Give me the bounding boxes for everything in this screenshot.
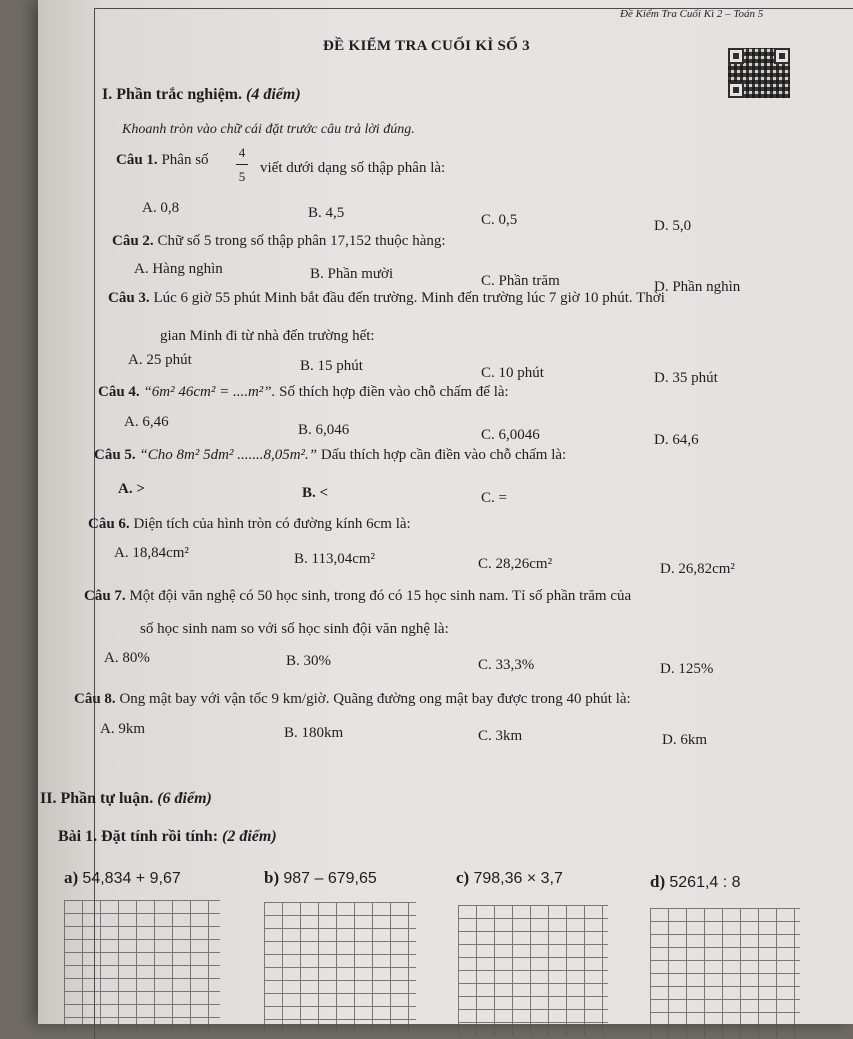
q1-option-c[interactable]: C. 0,5 (481, 212, 518, 228)
q2-option-c[interactable]: C. Phần trăm (481, 273, 560, 289)
bai1-item-c (456, 868, 563, 888)
fraction-bar (236, 164, 248, 165)
q1-option-b[interactable]: B. 4,5 (308, 205, 345, 221)
question-1-label: Câu 1. (116, 152, 158, 168)
question-6-label: Câu 6. (88, 516, 130, 532)
question-4 (98, 384, 509, 401)
qr-code-icon (728, 48, 790, 98)
question-1 (116, 152, 209, 169)
question-4-label: Câu 4. (98, 384, 140, 400)
bai1-item-b (264, 868, 377, 888)
q3-option-b[interactable]: B. 15 phút (300, 358, 363, 374)
q3-option-d[interactable]: D. 35 phút (654, 370, 718, 386)
bai1-item-d (650, 872, 741, 892)
q3-option-c[interactable]: C. 10 phút (481, 365, 544, 381)
question-2 (112, 233, 446, 250)
question-6-text: Diện tích của hình tròn có đường kính 6cm là: (133, 516, 411, 532)
q6-option-a[interactable]: A. 18,84cm² (114, 545, 189, 561)
q7-option-a[interactable]: A. 80% (104, 650, 150, 666)
question-8-label: Câu 8. (74, 691, 116, 707)
part2-heading (40, 790, 212, 808)
bai1-item-c-expr: 798,36 × 3,7 (473, 870, 563, 887)
question-1-text-before: Phân số (161, 152, 209, 168)
fraction-denominator: 5 (238, 169, 246, 184)
bai1-heading (58, 828, 277, 846)
q4-option-c[interactable]: C. 6,0046 (481, 427, 540, 443)
q4-option-a[interactable]: A. 6,46 (124, 414, 169, 430)
q7-option-b[interactable]: B. 30% (286, 653, 331, 669)
q2-option-a[interactable]: A. Hàng nghìn (134, 261, 223, 277)
work-grid-c[interactable] (458, 905, 608, 1035)
fraction-numerator: 4 (238, 145, 246, 160)
q4-option-d[interactable]: D. 64,6 (654, 432, 699, 448)
question-1-text-after: viết dưới dạng số thập phân là: (260, 160, 446, 176)
part2-title: II. Phần tự luận. (40, 790, 154, 807)
question-7 (84, 588, 631, 605)
q1-option-d[interactable]: D. 5,0 (654, 218, 692, 234)
page-title: ĐỀ KIỂM TRA CUỐI KÌ SỐ 3 (323, 38, 530, 54)
question-3-label: Câu 3. (108, 290, 150, 306)
q8-option-a[interactable]: A. 9km (100, 721, 145, 737)
q6-option-d[interactable]: D. 26,82cm² (660, 561, 735, 577)
header-note: Đề Kiểm Tra Cuối Kì 2 – Toán 5 (620, 8, 764, 20)
q7-option-c[interactable]: C. 33,3% (478, 657, 535, 673)
q8-option-c[interactable]: C. 3km (478, 728, 523, 744)
bai1-item-a-expr: 54,834 + 9,67 (82, 870, 181, 887)
q2-option-b[interactable]: B. Phần mười (310, 266, 394, 282)
work-grid-a[interactable] (64, 900, 220, 1030)
q2-option-d[interactable]: D. Phần nghìn (654, 279, 741, 295)
part1-title: I. Phần trắc nghiệm. (102, 86, 242, 103)
question-7-text-line2: số học sinh nam so với số học sinh đội văn nghệ là: (140, 621, 449, 637)
question-2-text: Chữ số 5 trong số thập phân 17,152 thuộc hàng: (157, 233, 446, 249)
question-6 (88, 516, 411, 533)
q6-option-c[interactable]: C. 28,26cm² (478, 556, 553, 572)
q1-option-a[interactable]: A. 0,8 (142, 200, 180, 216)
question-5 (94, 447, 566, 464)
part1-instruction: Khoanh tròn vào chữ cái đặt trước câu trả lời đúng. (122, 122, 415, 137)
q4-option-b[interactable]: B. 6,046 (298, 422, 350, 438)
bai1-item-d-label: d) (650, 872, 666, 891)
question-4-expression: “6m² 46cm² = ....m²”. (143, 384, 276, 400)
bai1-item-a-label: a) (64, 868, 79, 887)
q5-option-a[interactable]: A. > (118, 481, 145, 497)
question-3-text-line2: gian Minh đi từ nhà đến trường hết: (160, 328, 375, 344)
q5-option-b[interactable]: B. < (302, 485, 329, 501)
q7-option-d[interactable]: D. 125% (660, 661, 714, 677)
question-3 (108, 290, 665, 307)
q3-option-a[interactable]: A. 25 phút (128, 352, 192, 368)
question-8-text: Ong mật bay với vận tốc 9 km/giờ. Quãng đường ong mật bay được trong 40 phút là: (119, 691, 631, 707)
question-3-text: Lúc 6 giờ 55 phút Minh bắt đầu đến trường. Minh đến trường lúc 7 giờ 10 phút. Thời (153, 290, 665, 306)
q6-option-b[interactable]: B. 113,04cm² (294, 551, 376, 567)
question-5-text: Dấu thích hợp cần điền vào chỗ chấm là: (320, 447, 567, 463)
question-7-text: Một đội văn nghệ có 50 học sinh, trong đó có 15 học sinh nam. Tỉ số phần trăm của (129, 588, 632, 604)
question-8 (74, 691, 631, 708)
question-5-label: Câu 5. (94, 447, 136, 463)
work-grid-b[interactable] (264, 902, 416, 1032)
bai1-title: Bài 1. Đặt tính rồi tính: (58, 828, 219, 845)
question-5-expression: “Cho 8m² 5dm² .......8,05m².” (139, 447, 318, 463)
q8-option-d[interactable]: D. 6km (662, 732, 707, 748)
bai1-item-b-label: b) (264, 868, 280, 887)
part2-points: (6 điểm) (157, 790, 212, 807)
part1-heading (102, 86, 301, 104)
q8-option-b[interactable]: B. 180km (284, 725, 344, 741)
question-2-label: Câu 2. (112, 233, 154, 249)
bai1-item-c-label: c) (456, 868, 470, 887)
bai1-item-d-expr: 5261,4 : 8 (669, 874, 741, 891)
work-grid-d[interactable] (650, 908, 800, 1038)
bai1-points: (2 điểm) (222, 828, 277, 845)
bai1-item-a (64, 868, 181, 888)
part1-points: (4 điểm) (246, 86, 301, 103)
question-4-text: Số thích hợp điền vào chỗ chấm để là: (279, 384, 509, 400)
exam-paper (38, 0, 853, 1024)
q5-option-c[interactable]: C. = (481, 490, 507, 506)
bai1-item-b-expr: 987 – 679,65 (283, 870, 377, 887)
question-7-label: Câu 7. (84, 588, 126, 604)
